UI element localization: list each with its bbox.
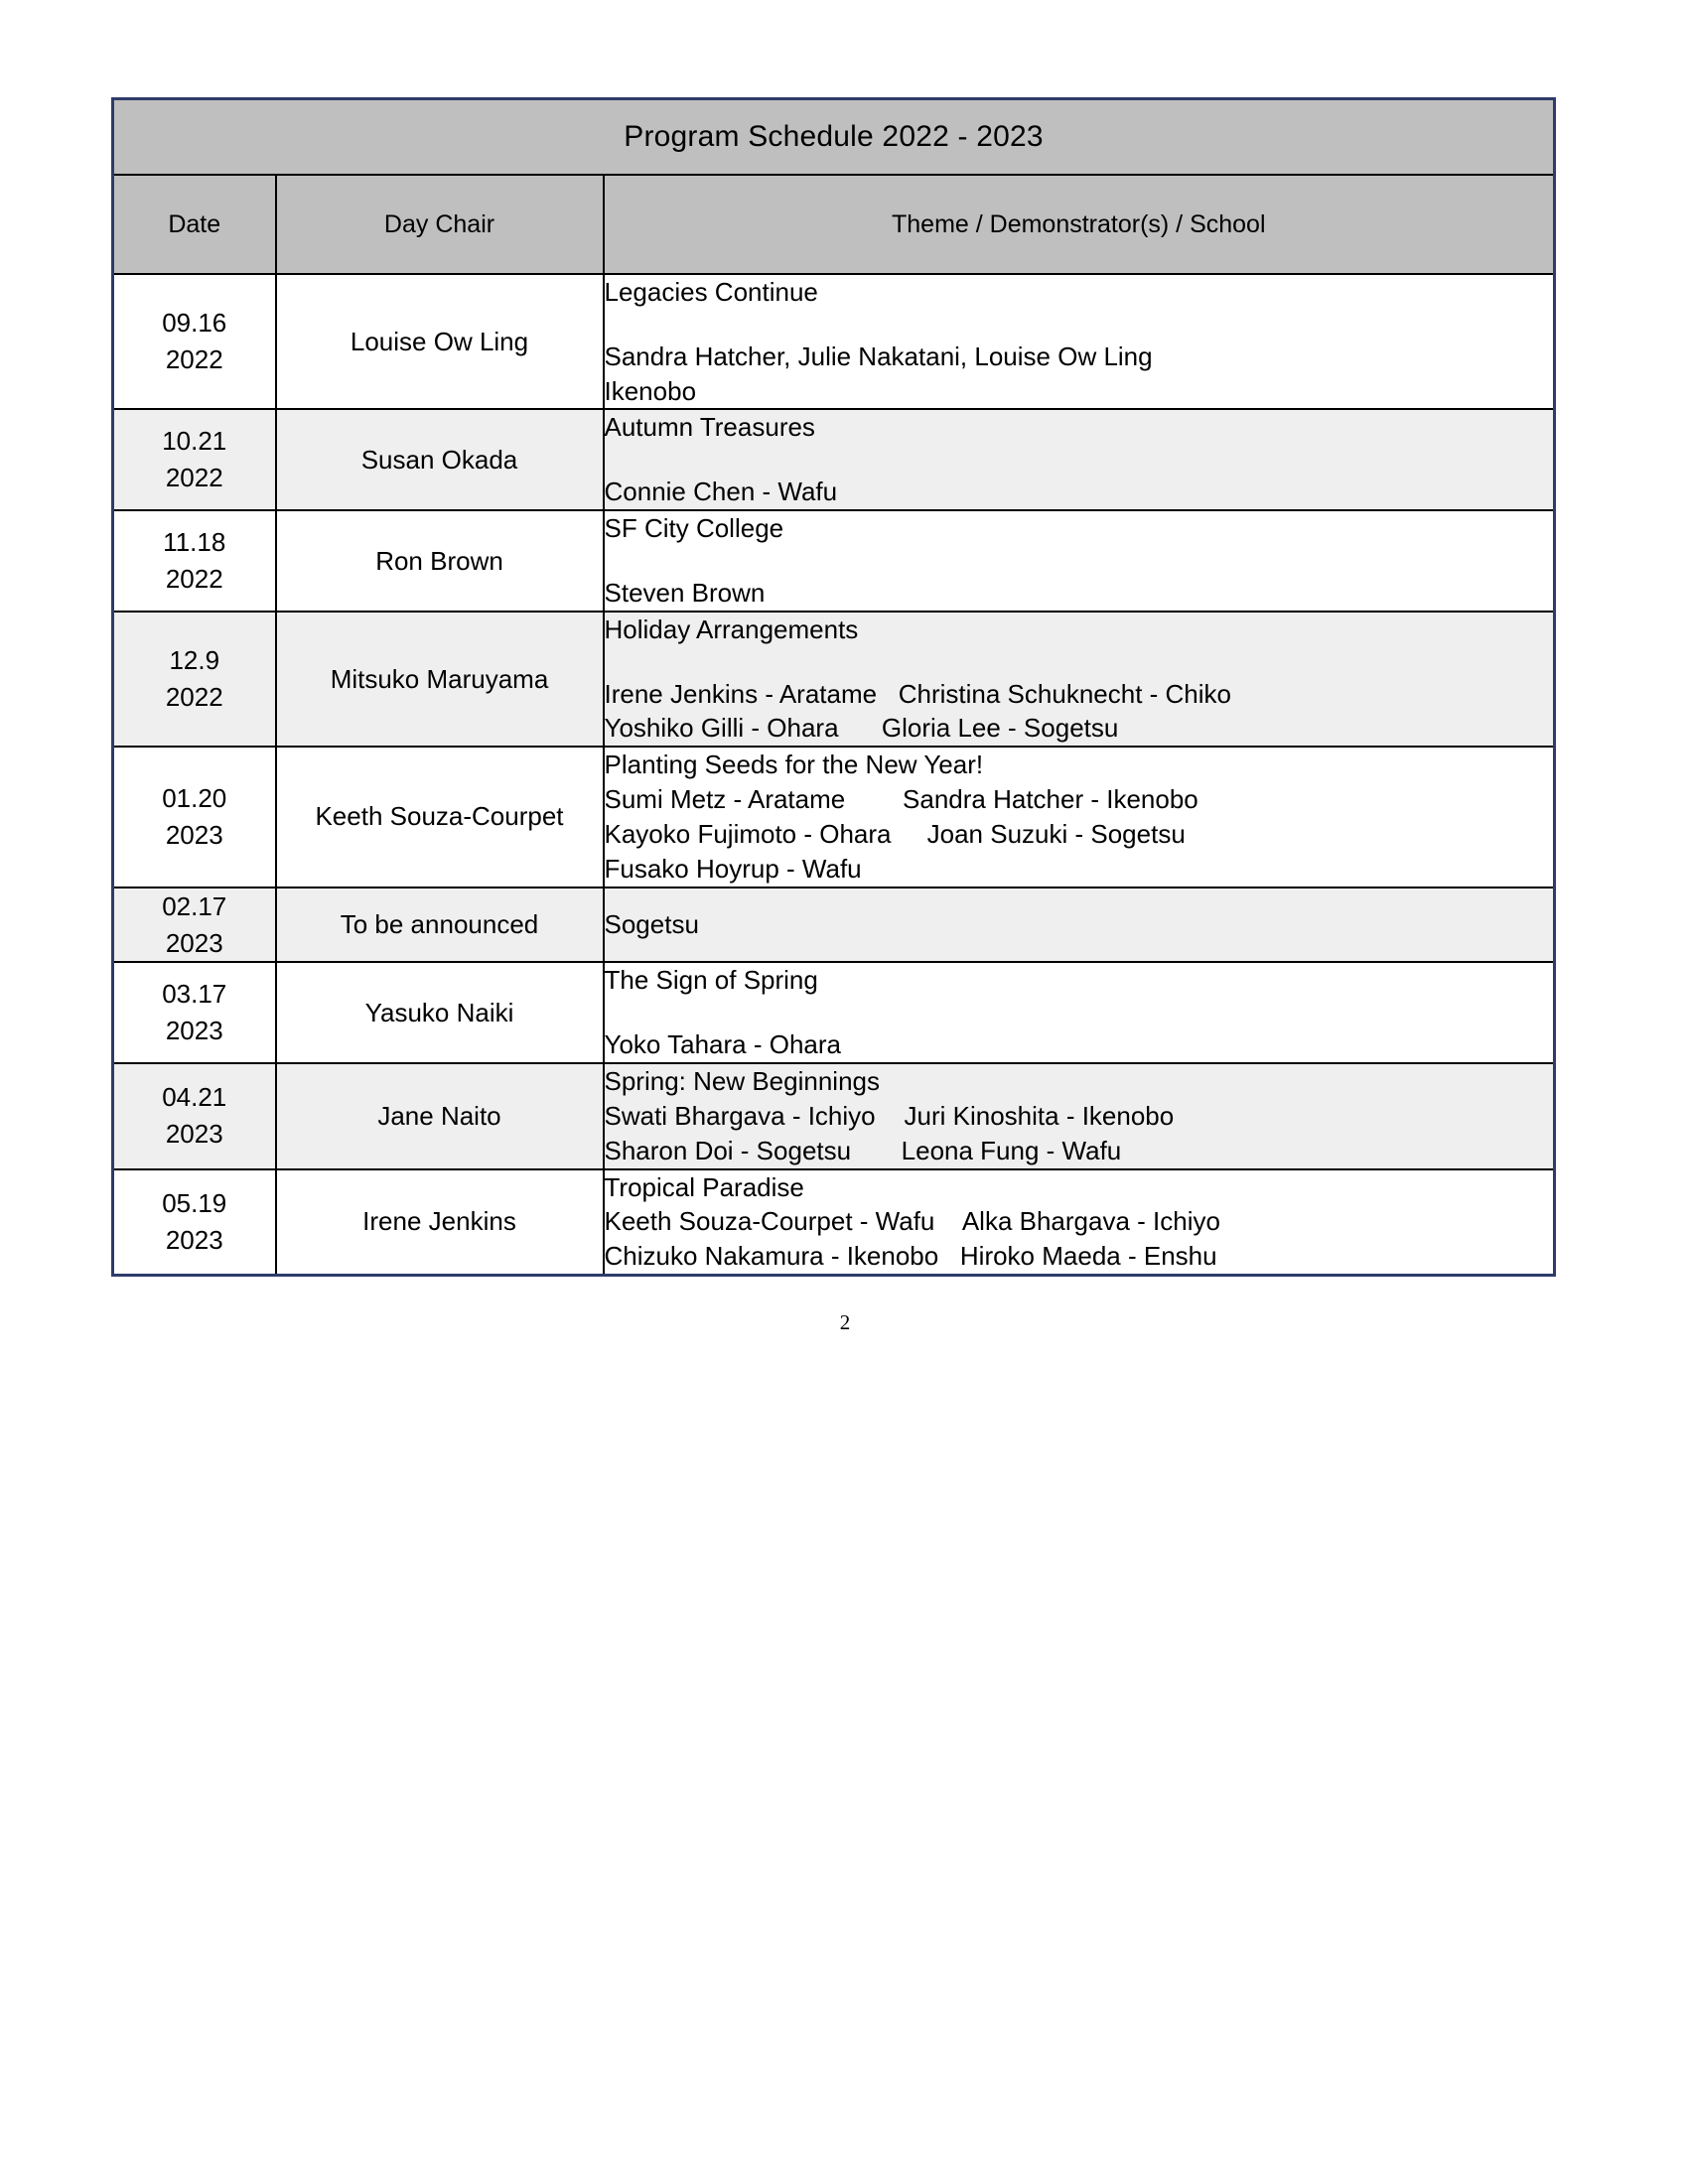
column-header-date: Date	[113, 175, 276, 274]
cell-day-chair: Keeth Souza-Courpet	[276, 747, 604, 887]
cell-date	[113, 1063, 276, 1168]
cell-day-chair: Ron Brown	[276, 510, 604, 612]
cell-date	[113, 887, 276, 963]
cell-day-chair: Jane Naito	[276, 1063, 604, 1168]
program-schedule-table	[111, 97, 1556, 1277]
theme-title: The Sign of Spring	[604, 965, 818, 996]
theme-detail-line: Irene Jenkins - Aratame Christina Schuknecht - Chiko	[604, 678, 1232, 709]
theme-detail-line: Kayoko Fujimoto - Ohara Joan Suzuki - Sogetsu	[604, 818, 1186, 849]
theme-title: Holiday Arrangements	[604, 614, 859, 644]
cell-theme	[604, 274, 1555, 409]
date-day: 05.19	[162, 1187, 227, 1218]
cell-theme	[604, 747, 1555, 887]
cell-theme	[604, 1169, 1555, 1276]
theme-detail-line: Keeth Souza-Courpet - Wafu Alka Bhargava - Ichiyo	[604, 1206, 1220, 1237]
date-day: 10.21	[162, 426, 227, 457]
column-header-day-chair: Day Chair	[276, 175, 604, 274]
theme-detail-line: Sharon Doi - Sogetsu Leona Fung - Wafu	[604, 1135, 1122, 1165]
cell-date	[113, 409, 276, 510]
date-year: 2023	[165, 1016, 223, 1046]
table-row	[113, 409, 1555, 510]
date-day: 03.17	[162, 979, 227, 1010]
theme-detail-line: Yoko Tahara - Ohara	[604, 1029, 841, 1060]
date-year: 2022	[165, 682, 223, 713]
theme-detail-line: Yoshiko Gilli - Ohara Gloria Lee - Sogetsu	[604, 713, 1119, 744]
table-body	[113, 274, 1555, 1276]
date-year: 2022	[165, 344, 223, 375]
cell-theme	[604, 887, 1555, 963]
table-row	[113, 962, 1555, 1063]
theme-spacer	[605, 998, 1554, 1027]
page-number: 2	[839, 1310, 851, 1335]
cell-date	[113, 510, 276, 612]
theme-title: Legacies Continue	[604, 277, 818, 307]
theme-title: Tropical Paradise	[604, 1171, 804, 1202]
table-row	[113, 612, 1555, 747]
theme-detail-line: Ikenobo	[604, 375, 697, 406]
theme-title: SF City College	[604, 513, 784, 544]
date-year: 2023	[165, 927, 223, 958]
table-row	[113, 747, 1555, 887]
theme-detail-line: Sogetsu	[604, 909, 699, 940]
cell-date	[113, 612, 276, 747]
date-day: 01.20	[162, 783, 227, 814]
cell-day-chair: Louise Ow Ling	[276, 274, 604, 409]
table-row	[113, 1063, 1555, 1168]
cell-theme	[604, 409, 1555, 510]
theme-title: Autumn Treasures	[604, 412, 815, 443]
date-year: 2023	[165, 819, 223, 850]
date-day: 04.21	[162, 1082, 227, 1113]
theme-spacer	[605, 310, 1554, 340]
table-row	[113, 887, 1555, 963]
cell-date	[113, 962, 276, 1063]
date-day: 11.18	[163, 527, 226, 558]
theme-detail-line: Sandra Hatcher, Julie Nakatani, Louise Ow Ling	[604, 341, 1153, 371]
cell-theme	[604, 612, 1555, 747]
theme-detail-line: Steven Brown	[604, 577, 766, 608]
document-title: Program Schedule 2022 - 2023	[113, 99, 1555, 176]
cell-theme	[604, 1063, 1555, 1168]
title-row	[113, 99, 1555, 176]
cell-date	[113, 1169, 276, 1276]
cell-date	[113, 747, 276, 887]
theme-detail-line: Fusako Hoyrup - Wafu	[604, 853, 862, 884]
theme-spacer	[605, 445, 1554, 475]
cell-day-chair: Mitsuko Maruyama	[276, 612, 604, 747]
theme-detail-line: Chizuko Nakamura - Ikenobo Hiroko Maeda - Enshu	[604, 1241, 1217, 1272]
theme-title: Spring: New Beginnings	[604, 1066, 880, 1097]
column-header-row	[113, 175, 1555, 274]
table-head	[113, 99, 1555, 275]
cell-date	[113, 274, 276, 409]
table-row	[113, 510, 1555, 612]
table-row	[113, 274, 1555, 409]
date-day: 02.17	[162, 890, 227, 921]
theme-detail-line: Swati Bhargava - Ichiyo Juri Kinoshita - Ikenobo	[604, 1100, 1175, 1131]
theme-spacer	[605, 647, 1554, 677]
theme-title: Planting Seeds for the New Year!	[604, 750, 984, 780]
theme-detail-line: Connie Chen - Wafu	[604, 477, 838, 507]
cell-day-chair: Yasuko Naiki	[276, 962, 604, 1063]
date-year: 2023	[165, 1119, 223, 1150]
table-row	[113, 1169, 1555, 1276]
date-year: 2022	[165, 463, 223, 493]
theme-spacer	[605, 546, 1554, 576]
cell-day-chair: Irene Jenkins	[276, 1169, 604, 1276]
theme-detail-line: Sumi Metz - Aratame Sandra Hatcher - Ikenobo	[604, 784, 1198, 815]
date-year: 2022	[165, 563, 223, 594]
cell-day-chair: Susan Okada	[276, 409, 604, 510]
date-day: 09.16	[162, 308, 227, 339]
date-year: 2023	[165, 1224, 223, 1255]
column-header-theme: Theme / Demonstrator(s) / School	[604, 175, 1555, 274]
cell-day-chair: To be announced	[276, 887, 604, 963]
cell-theme	[604, 962, 1555, 1063]
cell-theme	[604, 510, 1555, 612]
date-day: 12.9	[169, 645, 220, 676]
